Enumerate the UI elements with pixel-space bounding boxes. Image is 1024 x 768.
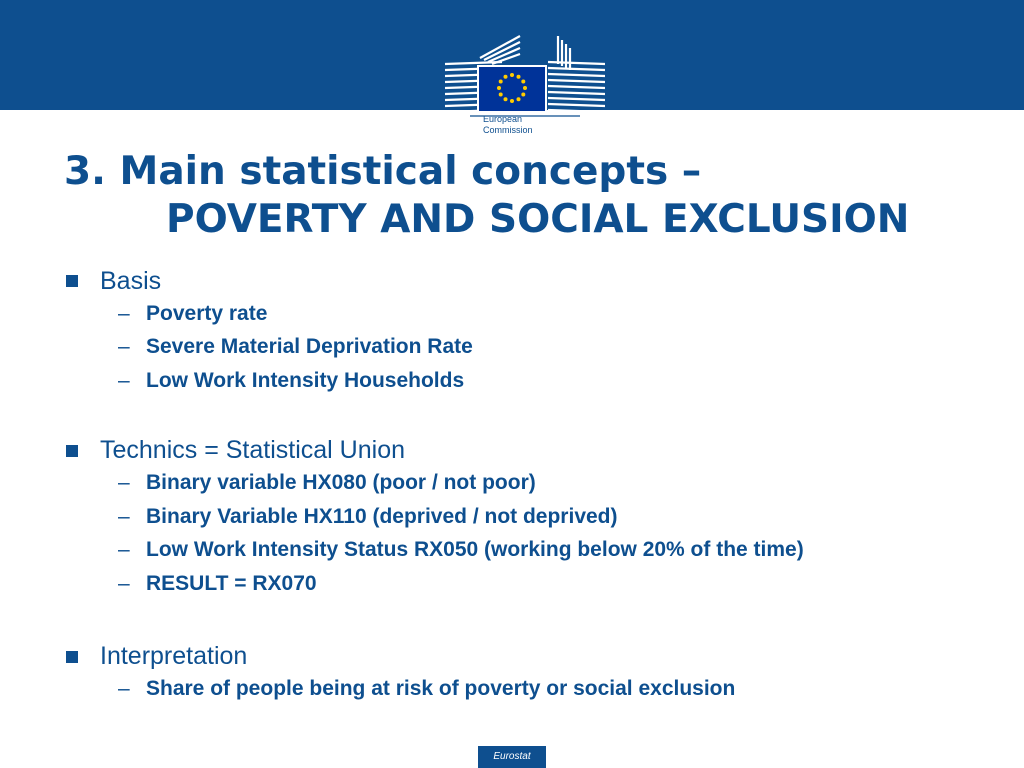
list-item-text: Severe Material Deprivation Rate	[146, 335, 473, 359]
bullet-content	[66, 265, 1006, 706]
section-heading-text: Basis	[100, 266, 162, 295]
section-heading-text: Interpretation	[100, 642, 248, 670]
list-item-text: Low Work Intensity Status RX050 (working below 20% of the time)	[146, 538, 804, 562]
dash-bullet: –	[118, 571, 130, 595]
list-item	[66, 500, 1006, 534]
dash-bullet: –	[118, 504, 130, 528]
dash-bullet: –	[118, 538, 130, 562]
list-item-text: Low Work Intensity Households	[146, 368, 465, 392]
title-line2: POVERTY AND SOCIAL EXCLUSION	[166, 197, 910, 242]
dash-bullet: –	[118, 368, 130, 392]
list-item	[66, 331, 1006, 365]
footer-eurostat-tag: Eurostat	[478, 746, 546, 768]
square-bullet-icon	[66, 651, 78, 663]
list-item	[66, 567, 1006, 601]
section-heading-interpretation	[66, 641, 1006, 673]
spacer	[66, 601, 1006, 641]
section-heading-basis	[66, 265, 1006, 297]
list-item-text: Poverty rate	[146, 301, 268, 325]
title-line1: 3. Main statistical concepts –	[64, 149, 702, 194]
list-item-text: Binary variable HX080 (poor / not poor)	[146, 471, 536, 495]
list-item	[66, 673, 1006, 707]
dash-bullet: –	[118, 335, 130, 359]
logo-text-line2: Commission	[483, 125, 533, 135]
dash-bullet: –	[118, 471, 130, 495]
list-item	[66, 467, 1006, 501]
list-item-text: RESULT = RX070	[146, 571, 317, 595]
section-heading-technics	[66, 435, 1006, 467]
section-heading-text: Technics = Statistical Union	[100, 436, 406, 464]
dash-bullet: –	[118, 301, 130, 325]
dash-bullet: –	[118, 677, 130, 701]
logo-text-line1: European	[483, 114, 523, 124]
spacer	[66, 398, 1006, 435]
list-item	[66, 534, 1006, 568]
list-item-text: Share of people being at risk of poverty or social exclusion	[146, 677, 736, 701]
logo-text	[483, 114, 533, 136]
square-bullet-icon	[66, 275, 78, 287]
list-item	[66, 364, 1006, 398]
list-item-text: Binary Variable HX110 (deprived / not deprived)	[146, 504, 618, 528]
slide-title	[64, 148, 1014, 244]
square-bullet-icon	[66, 445, 78, 457]
list-item	[66, 297, 1006, 331]
